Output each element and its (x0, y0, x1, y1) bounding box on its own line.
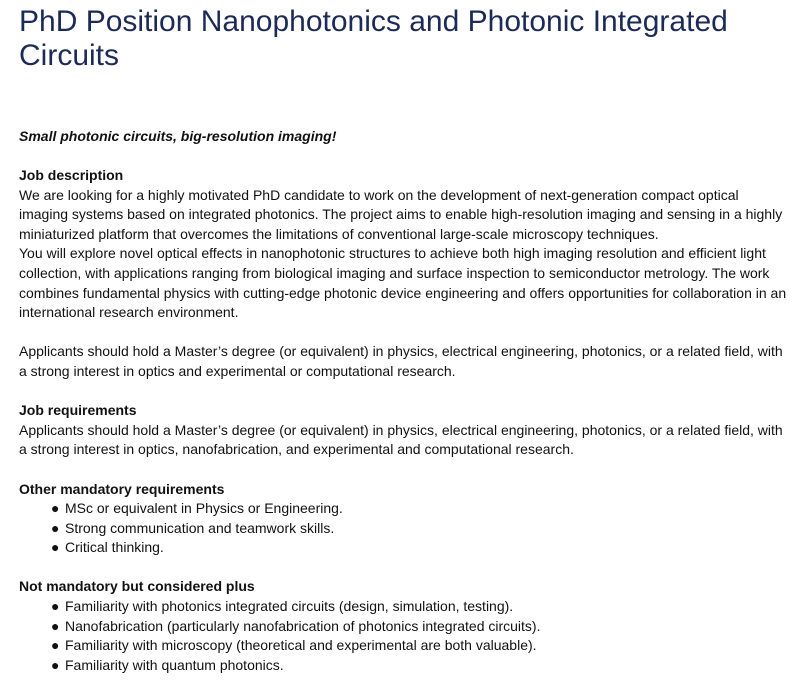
spacer (19, 460, 789, 480)
job-requirements-paragraph: Applicants should hold a Master’s degree (or equivalent) in physics, electrical engineering, photonics, or a related field, with a strong interest in optics, nanofabrication, and experimental and computational research. (19, 421, 783, 458)
list-item-text: Familiarity with photonics integrated circuits (design, simulation, testing). (65, 598, 514, 615)
list-item-text: Familiarity with quantum photonics. (65, 656, 284, 673)
job-content (19, 166, 789, 675)
bullet-icon: ● (51, 617, 60, 634)
list-item-text: Familiarity with microscopy (theoretical and experimental are both valuable). (65, 637, 537, 654)
bullet-icon: ● (51, 598, 60, 615)
spacer (19, 323, 789, 343)
list-item-text: Nanofabrication (particularly nanofabrication of photonics integrated circuits). (65, 617, 541, 634)
list-item (51, 617, 789, 637)
list-item (51, 499, 789, 519)
bullet-icon: ● (51, 519, 60, 536)
job-description-heading: Job description (19, 167, 124, 183)
bullet-icon: ● (51, 637, 60, 654)
job-description-paragraph-1: We are looking for a highly motivated PhD candidate to work on the development of next-generation compact optical imaging systems based on integrated photonics. The project aims to enable high-resolution imaging and sensing in a highly miniaturized platform that overcomes the limitations of conventional large-scale microscopy techniques. (19, 186, 783, 242)
mandatory-requirements-heading: Other mandatory requirements (19, 480, 225, 497)
list-item (51, 636, 789, 656)
spacer (19, 382, 789, 402)
mandatory-requirements-list (19, 499, 789, 558)
plus-requirements-list (19, 597, 789, 675)
list-item-text: MSc or equivalent in Physics or Engineering. (65, 500, 343, 517)
list-item (51, 597, 789, 617)
page-title: PhD Position Nanophotonics and Photonic Integrated Circuits (19, 5, 728, 72)
bullet-icon: ● (51, 539, 60, 556)
list-item (51, 519, 789, 539)
list-item (51, 656, 789, 676)
tagline: Small photonic circuits, big-resolution imaging! (19, 128, 337, 144)
list-item-text: Critical thinking. (65, 539, 164, 556)
plus-requirements-heading: Not mandatory but considered plus (19, 578, 255, 595)
job-description-paragraph-2: You will explore novel optical effects in nanophotonic structures to achieve both high imaging resolution and efficient light collection, with applications ranging from biological imaging and surface inspection to semiconductor metrology. The work combines fundamental physics with cutting-edge photonic device engineering and offers opportunities for collaboration in an international research environment. (19, 245, 787, 321)
job-requirements-heading: Job requirements (19, 402, 137, 419)
bullet-icon: ● (51, 656, 60, 673)
spacer (19, 558, 789, 578)
job-description-paragraph-3: Applicants should hold a Master’s degree (or equivalent) in physics, electrical engineering, photonics, or a related field, with a strong interest in optics and experimental or computational research. (19, 343, 783, 379)
bullet-icon: ● (51, 500, 60, 517)
list-item (51, 538, 789, 558)
list-item-text: Strong communication and teamwork skills. (65, 519, 335, 536)
